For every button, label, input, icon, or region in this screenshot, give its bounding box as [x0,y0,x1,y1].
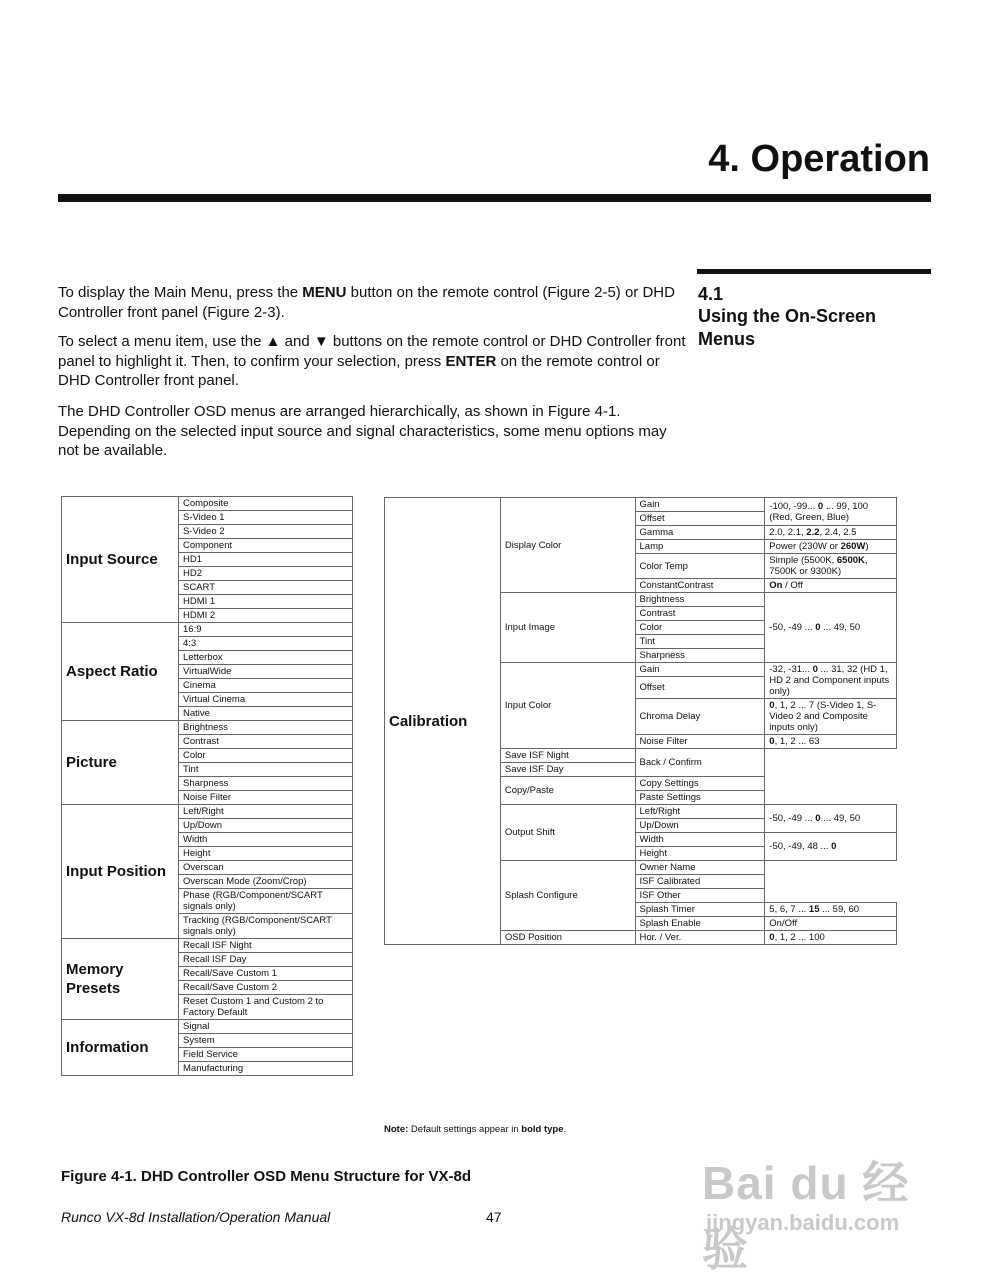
watermark-logo [700,1132,940,1275]
intro-paragraph-2: To select a menu item, use the ▲ and ▼ buttons on the remote control or DHD Controller front panel to highlight it. Then, to confirm your selection, press ENTER on the remote control or DHD Controller front panel. [58,333,686,389]
footer-title: Runco VX-8d Installation/Operation Manual [61,1209,331,1225]
menu-item: 16:9 [179,623,353,637]
menu-item: Reset Custom 1 and Custom 2 to Factory Default [179,995,353,1020]
menu-item: Paste Settings [635,791,765,805]
menu-item: Offset [635,677,765,699]
menu-value: -32, -31... 0 ... 31, 32 (HD 1, HD 2 and Component inputs only) [765,663,897,699]
menu-item: Sharpness [635,649,765,663]
menu-value: -50, -49, 48 ... 0 [765,833,897,861]
osd-main-menu-table [61,496,353,1076]
table-row [62,1020,353,1034]
menu-item: HDMI 1 [179,595,353,609]
watermark-brand: Bai du 经验 [702,1157,910,1275]
menu-item: Color [635,621,765,635]
menu-item: Overscan [179,861,353,875]
menu-item: HDMI 2 [179,609,353,623]
submenu-splash-configure: Splash Configure [500,861,635,931]
table-row [62,497,353,511]
intro-paragraph-3: The DHD Controller OSD menus are arranged hierarchically, as shown in Figure 4-1. Depending on the selected input source and signal characteristics, some menu options may not be available. [58,403,667,459]
submenu-display-color: Display Color [500,498,635,593]
menu-item: 4:3 [179,637,353,651]
menu-item: Gain [635,498,765,512]
menu-item: Up/Down [179,819,353,833]
menu-value: -50, -49 ... 0 ... 49, 50 [765,805,897,833]
menu-value: 0, 1, 2 ... 7 (S-Video 1, S-Video 2 and Composite inputs only) [765,699,897,735]
submenu-save-isf-day: Save ISF Day [500,763,635,777]
figure-caption: Figure 4-1. DHD Controller OSD Menu Structure for VX-8d [61,1168,472,1185]
menu-item: Hor. / Ver. [635,931,765,945]
menu-item: Offset [635,512,765,526]
menu-value: 0, 1, 2 ... 100 [765,931,897,945]
menu-value: -100, -99... 0 ... 99, 100 (Red, Green, Blue) [765,498,897,526]
table-note: Note: Default settings appear in bold type. [384,1124,567,1135]
section-title: Using the On-Screen Menus [698,306,877,349]
menu-item: System [179,1034,353,1048]
menu-item: Color Temp [635,554,765,579]
menu-item: Tint [179,763,353,777]
submenu-save-isf-night: Save ISF Night [500,749,635,763]
menu-item: Sharpness [179,777,353,791]
menu-item: Phase (RGB/Component/SCART signals only) [179,889,353,914]
up-arrow-icon: ▲ [265,333,281,350]
menu-item: Splash Enable [635,917,765,931]
menu-item: Width [179,833,353,847]
menu-category: Calibration [385,498,501,945]
menu-item: S-Video 1 [179,511,353,525]
menu-value: On / Off [765,579,897,593]
menu-item: ISF Other [635,889,765,903]
calibration-menu-table [384,497,897,945]
menu-item: Tint [635,635,765,649]
menu-category: Input Position [62,805,179,939]
menu-item: Signal [179,1020,353,1034]
menu-category: Information [62,1020,179,1076]
section-rule [697,269,931,274]
submenu-input-image: Input Image [500,593,635,663]
menu-item: S-Video 2 [179,525,353,539]
chapter-title: 4. Operation [708,138,930,180]
menu-category: Aspect Ratio [62,623,179,721]
menu-item: Owner Name [635,861,765,875]
menu-item: Color [179,749,353,763]
intro-paragraph-1: To display the Main Menu, press the MENU button on the remote control (Figure 2-5) or DHD Controller front panel (Figure 2-3). [58,284,675,321]
menu-item: Lamp [635,540,765,554]
menu-value: Power (230W or 260W) [765,540,897,554]
section-number: 4.1 [698,284,724,304]
menu-item: Splash Timer [635,903,765,917]
watermark-url: jingyan.baidu.com [706,1210,900,1235]
menu-item: Component [179,539,353,553]
menu-item: Contrast [179,735,353,749]
table-row [62,721,353,735]
menu-item: Recall/Save Custom 1 [179,967,353,981]
menu-value: Simple (5500K, 6500K, 7500K or 9300K) [765,554,897,579]
menu-item: Contrast [635,607,765,621]
menu-item: Back / Confirm [635,749,765,777]
table-row [62,623,353,637]
menu-item: Letterbox [179,651,353,665]
menu-item: Tracking (RGB/Component/SCART signals only) [179,914,353,939]
menu-item: Field Service [179,1048,353,1062]
menu-item: Width [635,833,765,847]
submenu-input-color: Input Color [500,663,635,749]
down-arrow-icon: ▼ [313,333,329,350]
menu-item: Virtual Cinema [179,693,353,707]
menu-item: Noise Filter [635,735,765,749]
menu-item: ISF Calibrated [635,875,765,889]
submenu-output-shift: Output Shift [500,805,635,861]
table-row [62,805,353,819]
menu-item: Left/Right [179,805,353,819]
menu-item: HD1 [179,553,353,567]
menu-item: SCART [179,581,353,595]
menu-item: Overscan Mode (Zoom/Crop) [179,875,353,889]
menu-value: 5, 6, 7 ... 15 ... 59, 60 [765,903,897,917]
menu-item: Height [179,847,353,861]
submenu-copy-paste: Copy/Paste [500,777,635,805]
table-row [62,939,353,953]
menu-item: Recall ISF Night [179,939,353,953]
menu-item: HD2 [179,567,353,581]
menu-item: Gamma [635,526,765,540]
menu-item: Recall/Save Custom 2 [179,981,353,995]
menu-category: Picture [62,721,179,805]
menu-item: Copy Settings [635,777,765,791]
menu-item: Composite [179,497,353,511]
menu-value: On/Off [765,917,897,931]
menu-item: Noise Filter [179,791,353,805]
menu-item: Brightness [179,721,353,735]
menu-item: Left/Right [635,805,765,819]
page-number: 47 [486,1209,502,1225]
menu-item: Brightness [635,593,765,607]
menu-value: 0, 1, 2 ... 63 [765,735,897,749]
menu-item: ConstantContrast [635,579,765,593]
menu-item: Gain [635,663,765,677]
menu-item: Chroma Delay [635,699,765,735]
menu-category: Input Source [62,497,179,623]
submenu-osd-position: OSD Position [500,931,635,945]
menu-value: -50, -49 ... 0 ... 49, 50 [765,593,897,663]
menu-category: Memory Presets [62,939,179,1020]
menu-item: VirtualWide [179,665,353,679]
menu-item: Manufacturing [179,1062,353,1076]
menu-item: Recall ISF Day [179,953,353,967]
menu-item: Up/Down [635,819,765,833]
menu-item: Cinema [179,679,353,693]
menu-item: Native [179,707,353,721]
menu-item: Height [635,847,765,861]
chapter-rule [58,194,931,202]
menu-value: 2.0, 2.1, 2.2, 2.4, 2.5 [765,526,897,540]
